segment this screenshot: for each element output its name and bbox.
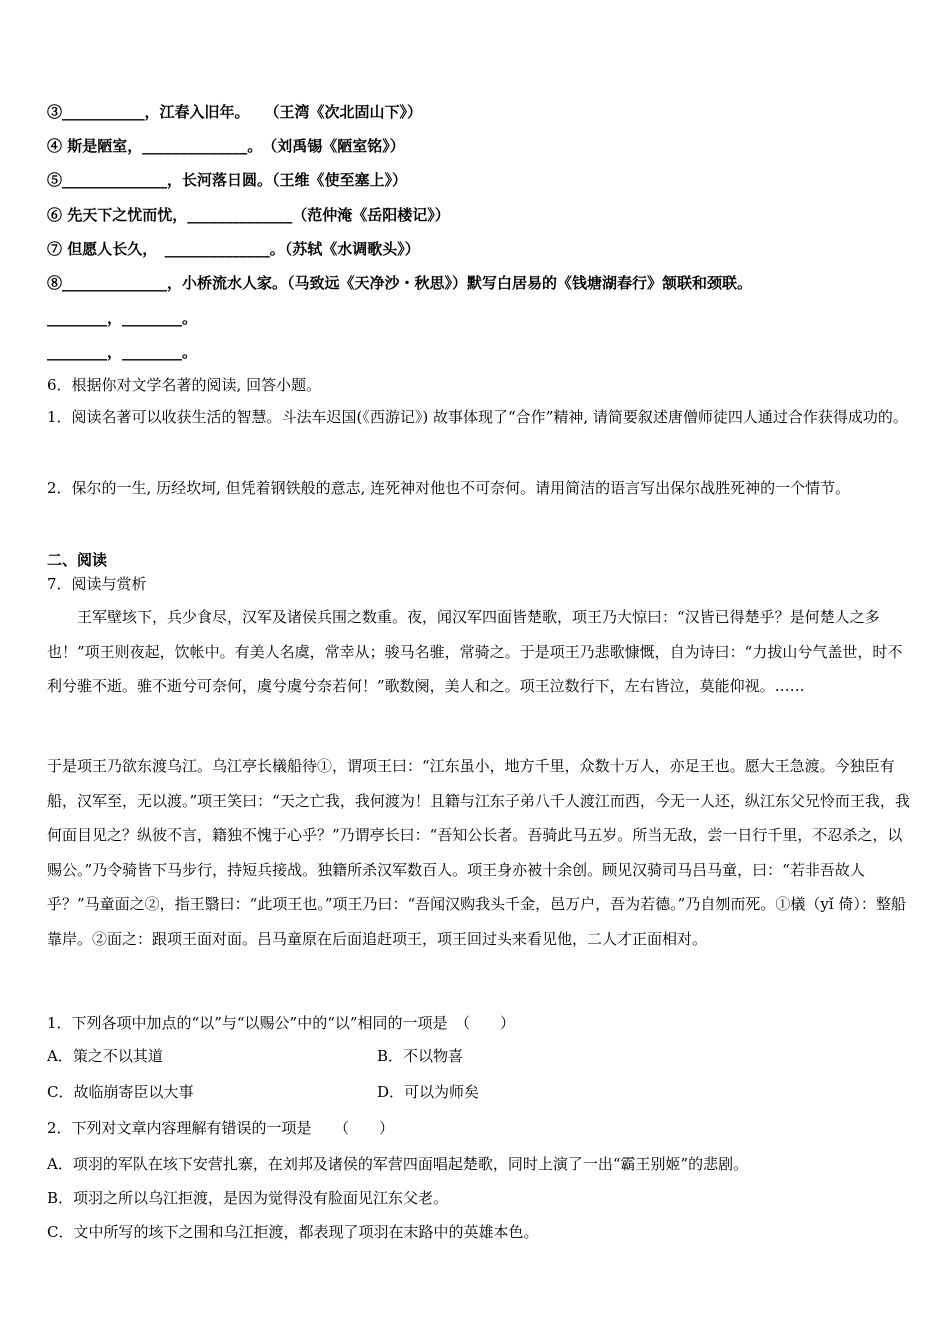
fill-line-10: ________，________。 [47,343,198,361]
question-6-sub-1: 1．阅读名著可以收获生活的智慧。斗法车迟国(《西游记》) 故事体现了“合作”精神, 请简要叙述唐僧师徒四人通过合作获得成功的。 [47,408,908,426]
question-7-1-stem: 1．下列各项中加点的“以”与“以赐公”中的“以”相同的一项是 （ ） [47,1014,516,1032]
passage-paragraph-1: 王军壁垓下，兵少食尽，汉军及诸侯兵围之数重。夜，闻汉军四面皆楚歌，项王乃大惊曰：“汉皆已得楚乎？是何楚人之多也！”项王则夜起，饮帐中。有美人名虞，常幸从；骏马名骓，常骑之。于是项王乃悲歌慷慨，自为诗曰：“力拔山兮气盖世，时不利兮骓不逝。骓不逝兮可奈何，虞兮虞兮奈若何！”歌数阕，美人和之。项王泣数行下，左右皆泣，莫能仰视。…… [47,608,903,695]
question-7-1-option-c: C．故临崩寄臣以大事 [47,1083,194,1101]
question-6-sub-2: 2．保尔的一生, 历经坎坷, 但凭着钢铁般的意志, 连死神对他也不可奈何。请用简洁的语言写出保尔战胜死神的一个情节。 [47,479,851,497]
fill-line-4: ④ 斯是陋室，______________。 （刘禹锡《陋室铭》） [47,137,405,155]
question-7-2-option-c: C．文中所写的垓下之围和乌江拒渡，都表现了项羽在末路中的英雄本色。 [47,1223,539,1241]
question-6-title: 6．根据你对文学名著的阅读, 回答小题。 [47,376,322,394]
section-heading: 二、阅读 [47,551,108,569]
fill-line-6: ⑥ 先天下之忧而忧，______________（范仲淹《岳阳楼记》） [47,206,450,224]
fill-line-9: ________，________。 [47,309,198,327]
question-7-1-option-a: A．策之不以其道 [47,1047,163,1065]
fill-line-8: ⑧______________，小桥流水人家。（马致远《天净沙・秋思》）默写白居易的《钱塘湖春行》颔联和颈联。 [47,274,753,292]
passage-paragraph-2: 于是项王乃欲东渡乌江。乌江亭长檥船待①，谓项王曰：“江东虽小，地方千里，众数十万人，亦足王也。愿大王急渡。今独臣有船，汉军至，无以渡。”项王笑曰：“天之亡我，我何渡为！且籍与江东子弟八千人渡江而西，今无一人还，纵江东父兄怜而王我，我何面目见之？纵彼不言，籍独不愧于心乎？”乃谓亭长曰：“吾知公长者。吾骑此马五岁。所当无敌，尝一日行千里，不忍杀之，以赐公。”乃令骑皆下马步行，持短兵接战。独籍所杀汉军数百人。项王身亦被十余创。顾见汉骑司马吕马童，曰：“若非吾故人乎？”马童面之②，指王翳曰：“此项王也。”项王乃曰：“吾闻汉购我头千金，邑万户，吾为若德。”乃自刎而死。①檥（yǐ 倚）：整船靠岸。②面之：跟项王面对面。吕马童原在后面追赶项王，项王回过头来看见他，二人才正面相对。 [47,757,910,948]
question-7-2-option-a: A．项羽的军队在垓下安营扎寨，在刘邦及诸侯的军营四面唱起楚歌，同时上演了一出“霸王别姬”的悲剧。 [47,1155,749,1173]
question-7-2-stem: 2．下列对文章内容理解有错误的一项是 （ ） [47,1119,395,1137]
question-7-1-option-b: B．不以物喜 [377,1047,464,1065]
fill-line-7: ⑦ 但愿人长久， ______________。（苏轼《水调歌头》） [47,240,420,258]
question-7-1-option-d: D．可以为师矣 [377,1083,480,1101]
fill-line-3: ③___________，江春入旧年。 （王湾《次北固山下》） [47,103,423,121]
question-7-2-option-b: B．项羽之所以乌江拒渡，是因为觉得没有脸面见江东父老。 [47,1189,449,1207]
fill-line-5: ⑤______________，长河落日圆。（王维《使至塞上》） [47,171,408,189]
question-7-title: 7．阅读与赏析 [47,575,147,593]
